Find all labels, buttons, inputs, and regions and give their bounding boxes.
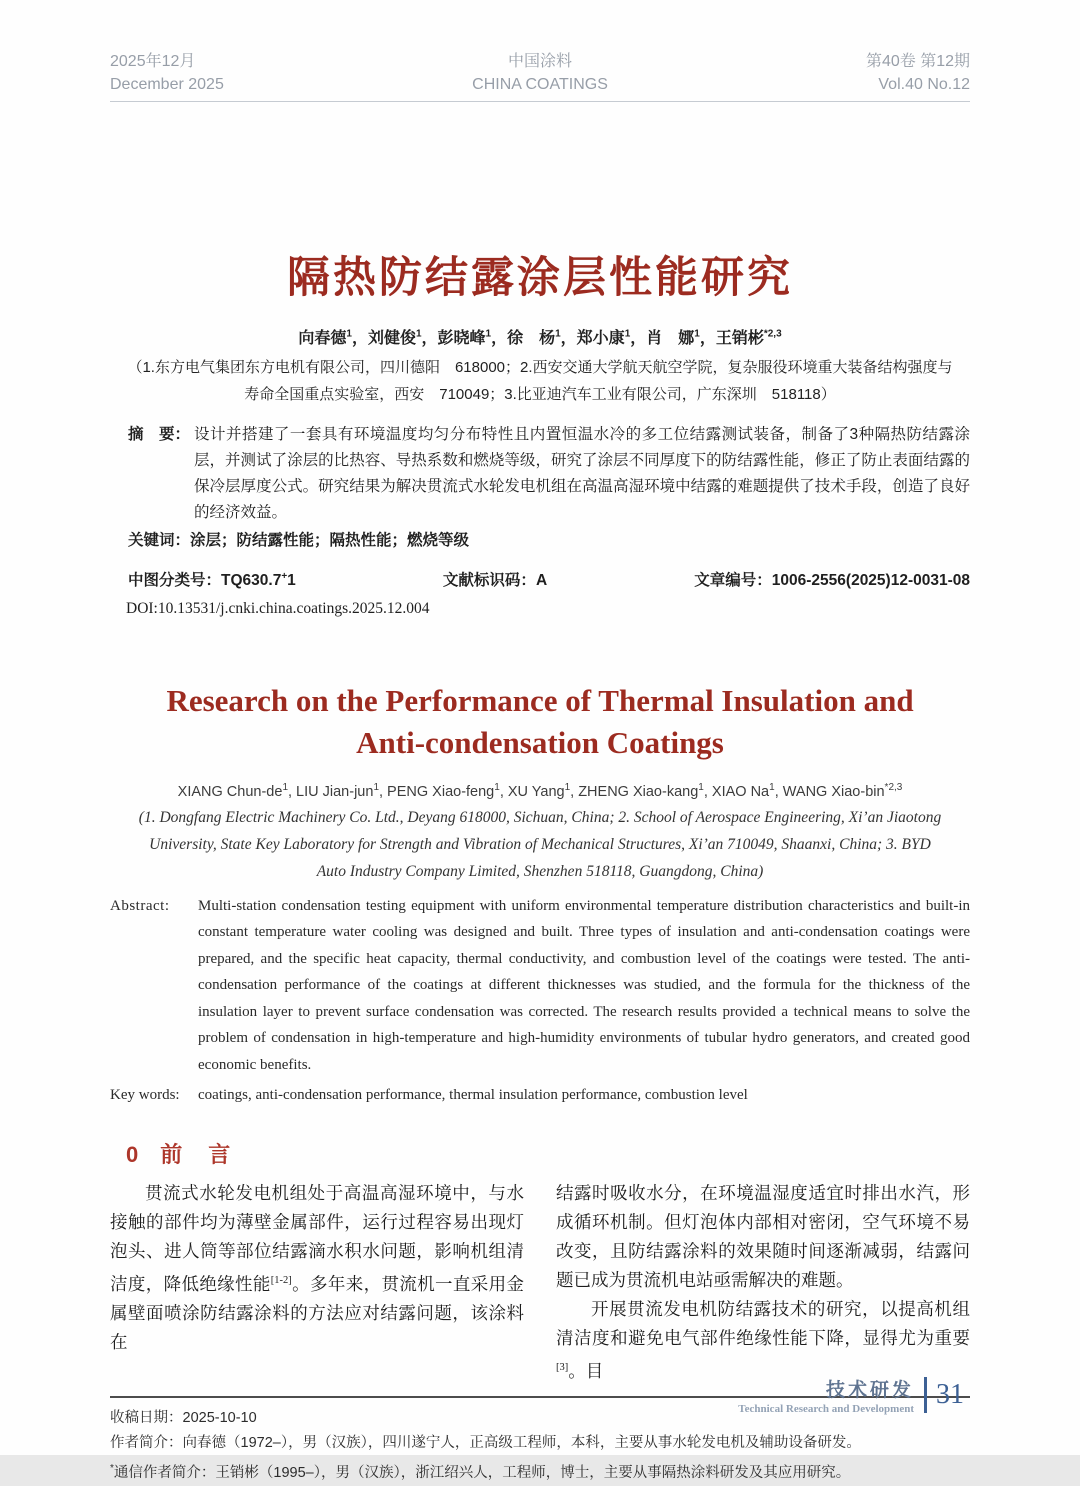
classification-row — [128, 568, 970, 590]
abstract-cn — [128, 422, 970, 526]
author-en: , ZHENG Xiao-kang — [570, 783, 699, 800]
author-en: , WANG Xiao-bin — [774, 783, 885, 800]
author-en: , XIAO Na — [703, 783, 770, 800]
header-issue-en: Vol.40 No.12 — [878, 76, 971, 93]
author-cn: ，王销彬 — [699, 330, 764, 347]
abstract-en-text: Multi-station condensation testing equipment with uniform environmental temperature distribution characteristics and built-in constant temperature water cooling was designed and built. Three types of insulation and anti-condensation coatings were prepared, and the specific heat capacity, thermal conductivity, and combustion level of the coatings were tested. The anti-condensation performance of the coatings at different thicknesses was studied, and the formula for the thickness of the insulation layer to prevent surface condensation was corrected. The research results provided a technical means to solve the problem of condensation in high-temperature and high-humidity environments of tubular hydro generators, and created good economic benefits. — [198, 897, 970, 1073]
keywords-en-text: coatings, anti-condensation performance, thermal insulation performance, combustion level — [198, 1087, 748, 1104]
corresponding-author-bio: *通信作者简介：王销彬（1995–），男（汉族），浙江绍兴人，工程师，博士，主要从事隔热涂料研发及其应用研究。 — [110, 1463, 851, 1481]
header-journal-en: CHINA COATINGS — [472, 76, 608, 93]
keywords-cn-text: 涂层；防结露性能；隔热性能；燃烧等级 — [190, 532, 470, 549]
intro-paragraph: 贯流式水轮发电机组处于高温高湿环境中，与水接触的部件均为薄壁金属部件，运行过程容易出现灯泡头、进人筒等部位结露滴水积水问题，影响机组清洁度，降低绝缘性能[1-2]。多年来，贯流机一直采用金属壁面喷涂防结露涂料的方法应对结露问题，该涂料在 — [110, 1183, 525, 1353]
article-title-cn: 隔热防结露涂层性能研究 — [287, 254, 793, 302]
intro-paragraph: 结露时吸收水分，在环境温湿度适宜时排出水汽，形成循环机制。但灯泡体内部相对密闭，空气环境不易改变，且防结露涂料的效果随时间逐渐减弱，结露问题已成为贯流机电站亟需解决的难题。 — [556, 1183, 970, 1291]
article-title-en — [110, 680, 970, 764]
intro-column-right — [556, 1179, 970, 1386]
author-affil-mark: 1 — [694, 328, 700, 340]
intro-paragraph: 开展贯流发电机防结露技术的研究，以提高机组清洁度和避免电气部件绝缘性能下降，显得尤为重要[3]。目 — [556, 1299, 970, 1382]
author-affil-mark: 1 — [698, 782, 704, 793]
author-affil-mark: 1 — [373, 782, 379, 793]
author-cn: ，刘健俊 — [351, 330, 416, 347]
keywords-en — [110, 1082, 970, 1108]
clc-number: 中图分类号：TQ630.7+1 — [128, 570, 296, 589]
header-date-cn: 2025年12月 — [110, 53, 196, 70]
document-code: 文献标识码：A — [442, 572, 548, 589]
clc-sup: + — [281, 570, 288, 582]
author-en: XIANG Chun-de — [177, 783, 283, 800]
article-title-en-line1: Research on the Performance of Thermal Insulation and — [166, 683, 914, 718]
keywords-cn-label: 关键词： — [128, 532, 191, 549]
page-number: 31 — [936, 1379, 964, 1410]
affiliation-en-line3: Auto Industry Company Limited, Shenzhen 518118, Guangdong, China) — [316, 862, 764, 880]
article-number: 文章编号：1006-2556(2025)12-0031-08 — [694, 572, 970, 589]
affiliation-cn-line1: （1.东方电气集团东方电机有限公司，四川德阳 618000；2.西安交通大学航天航空学院，复杂服役环境重大装备结构强度与 — [127, 359, 953, 376]
section-title: 前 言 — [160, 1142, 233, 1168]
citation-ref: [1-2] — [270, 1275, 292, 1287]
author-en: , PENG Xiao-feng — [379, 783, 495, 800]
article-title-en-line2: Anti-condensation Coatings — [356, 725, 724, 760]
author-cn: ，徐 杨 — [491, 330, 556, 347]
section-number: 0 — [126, 1142, 139, 1168]
header-issue — [683, 50, 970, 96]
abstract-cn-text: 设计并搭建了一套具有环境温度均匀分布特性且内置恒温水冷的多工位结露测试装备，制备了3种隔热防结露涂层，并测试了涂层的比热容、导热系数和燃烧等级，研究了涂层不同厚度下的防结露性能，修正了防止表面结露的保冷层厚度公式。研究结果为解决贯流式水轮发电机组在高温高湿环境中结露的难题提供了技术手段，创造了良好的经济效益。 — [194, 426, 970, 521]
abstract-en — [110, 893, 970, 1079]
authors-cn — [110, 325, 970, 348]
affiliations-cn — [110, 354, 970, 408]
author-affil-mark: 1 — [555, 328, 561, 340]
section-tag-cn: 技术研发 — [825, 1380, 914, 1401]
author-affil-mark: 1 — [769, 782, 775, 793]
section-heading-intro — [126, 1138, 970, 1169]
header-date — [110, 50, 397, 96]
keywords-cn — [128, 528, 970, 554]
author-affil-mark: 1 — [415, 328, 422, 340]
intro-column-left — [110, 1179, 524, 1386]
keywords-en-label: Key words: — [110, 1087, 180, 1104]
author-affil-mark: *2,3 — [763, 328, 782, 340]
received-date: 收稿日期：2025-10-10 — [110, 1410, 257, 1427]
header-journal — [397, 50, 684, 96]
section-tag-en: Technical Research and Development — [738, 1403, 914, 1415]
author-en: , XU Yang — [499, 783, 565, 800]
header-journal-cn: 中国涂料 — [508, 53, 573, 70]
author-affil-mark: 1 — [346, 328, 352, 340]
header-issue-cn: 第40卷 第12期 — [865, 53, 971, 70]
author-affil-mark: 1 — [624, 328, 631, 340]
author-affil-mark: 1 — [485, 328, 492, 340]
author-cn: ，郑小康 — [560, 330, 625, 347]
intro-body — [110, 1179, 970, 1386]
author-en: , LIU Jian-jun — [288, 783, 374, 800]
affiliation-en-line1: (1. Dongfang Electric Machinery Co. Ltd., Deyang 618000, Sichuan, China; 2. School of Aerospace Engineering, Xi’an Jiaotong — [138, 808, 942, 826]
doi: DOI:10.13531/j.cnki.china.coatings.2025.12.004 — [126, 600, 430, 617]
author-cn: ，肖 娜 — [630, 330, 695, 347]
abstract-cn-label: 摘 要： — [128, 426, 191, 443]
page-number-divider — [924, 1377, 927, 1413]
journal-header — [110, 50, 970, 102]
affiliations-en — [110, 804, 970, 885]
page-footer-tag — [738, 1375, 964, 1415]
author-affil-mark: *2,3 — [884, 782, 903, 793]
author-cn: ，彭晓峰 — [421, 330, 486, 347]
author-affil-mark: 1 — [564, 782, 571, 793]
corresponding-mark: * — [110, 1463, 114, 1475]
section-tag — [738, 1375, 914, 1415]
author-bio: 作者简介：向春德（1972–），男（汉族），四川遂宁人，正高级工程师，本科，主要从事水轮发电机及辅助设备研发。 — [110, 1435, 861, 1452]
abstract-en-label: Abstract: — [110, 897, 170, 914]
author-affil-mark: 1 — [494, 782, 500, 793]
citation-ref: [3] — [556, 1362, 569, 1374]
affiliation-cn-line2: 寿命全国重点实验室，西安 710049；3.比亚迪汽车工业有限公司，广东深圳 518118） — [244, 386, 836, 403]
author-affil-mark: 1 — [282, 782, 288, 793]
header-date-en: December 2025 — [110, 76, 224, 93]
affiliation-en-line2: University, State Key Laboratory for Strength and Vibration of Mechanical Structures, Xi’an 710049, Shaanxi, China; 3. BYD — [149, 835, 931, 853]
author-cn: 向春德 — [298, 330, 347, 347]
authors-en — [110, 782, 970, 800]
